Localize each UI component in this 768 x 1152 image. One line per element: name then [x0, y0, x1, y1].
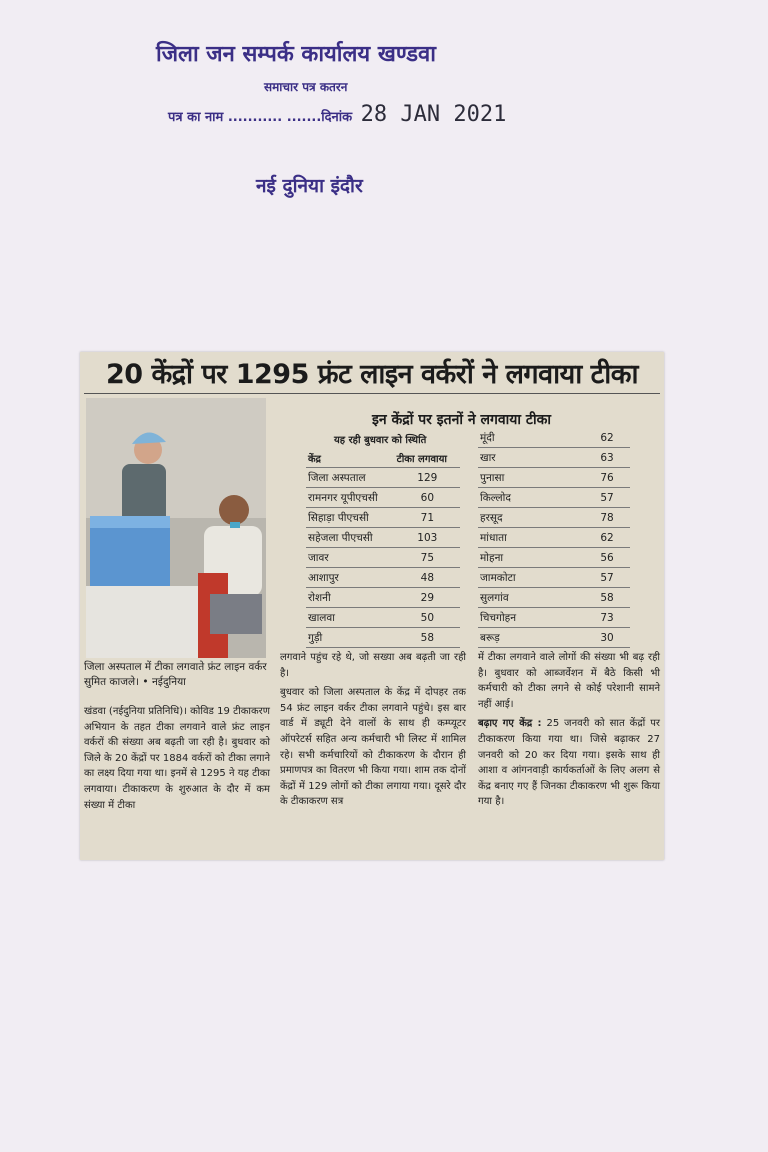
vaccinated-count: 58	[395, 628, 460, 648]
photo-caption: जिला अस्पताल में टीका लगवाते फ्रंट लाइन वर्कर सुमित काजले। • नईदुनिया	[84, 661, 267, 688]
table-row	[478, 448, 630, 468]
stamp-paper-name: नई दुनिया इंदौर	[256, 175, 363, 197]
table-row	[478, 588, 630, 608]
centers-table-right	[478, 428, 630, 648]
table-row	[478, 428, 630, 448]
center-name: रामनगर यूपीएचसी	[306, 488, 395, 508]
table-row	[306, 588, 460, 608]
headline-rule	[84, 393, 660, 394]
center-name: पुनासा	[478, 468, 584, 488]
stamp-subtitle: समाचार पत्र कतरन	[264, 80, 348, 94]
table-row	[306, 508, 460, 528]
centers-table-left	[306, 448, 460, 648]
article-column-3	[478, 650, 660, 814]
table-row	[478, 488, 630, 508]
vaccinated-count: 57	[584, 488, 630, 508]
column-1-text: खंडवा (नईदुनिया प्रतिनिधि)। कोविड 19 टीकाकरण अभियान के तहत टीका लगवाने वाले फ्रंट लाइन वर्करों की संख्या अब बढ़ती जा रही है। बुधवार को जिले के 20 केंद्रों पर 1884 वर्करों को टीका लगाने का लक्ष्य दिया गया था। इनमें से 1295 ने यह टीका लगवाया। टीकाकरण के शुरुआत के दौर में कम संख्या में टीका	[84, 706, 270, 811]
center-name: चिचगोहन	[478, 608, 584, 628]
stamp-paper-label: पत्र का नाम ........... .......दिनांक	[168, 110, 353, 125]
table-subtitle: यह रही बुधवार को स्थिति	[334, 435, 427, 446]
center-name: खालवा	[306, 608, 395, 628]
vaccinated-count: 50	[395, 608, 460, 628]
office-stamp-title: जिला जन सम्पर्क कार्यालय खण्डवा	[156, 42, 436, 67]
newspaper-clipping	[80, 352, 664, 860]
center-name: जिला अस्पताल	[306, 468, 395, 488]
vaccinated-count: 129	[395, 468, 460, 488]
stamp-paper-line	[168, 102, 506, 127]
column-3-paragraph-2-text: 25 जनवरी को सात केंद्रों पर टीकाकरण किया गया था। जिसे बढ़ाकर 27 जनवरी को 20 कर दिया गया। इसके साथ ही आशा व आंगनवाड़ी कार्यकर्ताओं के लिए अलग से केंद्र बनाए गए हैं जिनका टीकाकरण भी शुरू किया गया है।	[478, 718, 660, 808]
table-row	[306, 488, 460, 508]
header-count: टीका लगवाया	[395, 448, 460, 468]
center-name: किल्लोद	[478, 488, 584, 508]
table-row	[306, 628, 460, 648]
vaccinated-count: 30	[584, 628, 630, 648]
column-3-paragraph-2	[478, 716, 660, 810]
vaccinated-count: 57	[584, 568, 630, 588]
vaccinated-count: 62	[584, 428, 630, 448]
center-name: बरूड़	[478, 628, 584, 648]
center-name: रोशनी	[306, 588, 395, 608]
column-2-paragraph-1: लगवाने पहुंच रहे थे, जो सख्या अब बढ़ती जा रही है।	[280, 652, 466, 679]
center-name: हरसूद	[478, 508, 584, 528]
table-row	[478, 568, 630, 588]
table-header-row	[306, 448, 460, 468]
column-3-subheading: बढ़ाए गए केंद्र :	[478, 718, 542, 730]
table-row	[306, 568, 460, 588]
vaccinated-count: 78	[584, 508, 630, 528]
vaccinated-count: 56	[584, 548, 630, 568]
center-name: गुड़ी	[306, 628, 395, 648]
article-column-1	[84, 704, 270, 817]
center-name: मांधाता	[478, 528, 584, 548]
vaccinated-count: 60	[395, 488, 460, 508]
center-name: मोहना	[478, 548, 584, 568]
column-3-paragraph-1: में टीका लगवाने वाले लोगों की संख्या भी बढ़ रही है। बुधवार को आब्जर्वेशन में बैठे किसी भी कर्मचारी को टीका लगने से कोई परेशानी सामने नहीं आई।	[478, 652, 660, 710]
center-name: खार	[478, 448, 584, 468]
vaccinated-count: 71	[395, 508, 460, 528]
table-row	[478, 508, 630, 528]
vaccinated-count: 63	[584, 448, 630, 468]
column-2-paragraph-2: बुधवार को जिला अस्पताल के केंद्र में दोपहर तक 54 फ्रंट लाइन वर्कर टीका लगवाने पहुंचे। इस बार वार्ड में ड्यूटी देने वालों के साथ ही कम्प्यूटर ऑपरेटर्स सहित अन्य कर्मचारी भी लिस्ट में शामिल रहे। सभी कर्मचारियों को टीकाकरण के दौरान ही प्रमाणपत्र का वितरण भी किया गया। शाम तक दोनों केंद्रों में 129 लोगों को टीका लगाया गया। दूसरे दौर के टीकाकरण सत्र	[280, 687, 466, 808]
vaccinated-count: 29	[395, 588, 460, 608]
vaccinated-count: 75	[395, 548, 460, 568]
center-name: सहेजला पीएचसी	[306, 528, 395, 548]
header-center: केंद्र	[306, 448, 395, 468]
center-name: सुलगांव	[478, 588, 584, 608]
table-row	[478, 528, 630, 548]
table-row	[478, 628, 630, 648]
center-name: मूंदी	[478, 428, 584, 448]
center-name: सिहाड़ा पीएचसी	[306, 508, 395, 528]
table-row	[306, 548, 460, 568]
article-headline: 20 केंद्रों पर 1295 फ्रंट लाइन वर्करों ने लगवाया टीका	[106, 359, 638, 390]
table-row	[478, 608, 630, 628]
stamp-date: 28 JAN 2021	[360, 102, 507, 127]
table-row	[306, 608, 460, 628]
article-column-2	[280, 650, 466, 814]
table-row	[306, 468, 460, 488]
center-name: आशापुर	[306, 568, 395, 588]
table-row	[478, 548, 630, 568]
vaccinated-count: 62	[584, 528, 630, 548]
vaccinated-count: 48	[395, 568, 460, 588]
table-title: इन केंद्रों पर इतनों ने लगवाया टीका	[372, 412, 551, 428]
vaccinated-count: 76	[584, 468, 630, 488]
table-row	[478, 468, 630, 488]
vaccination-photo	[86, 398, 266, 658]
vaccinated-count: 103	[395, 528, 460, 548]
center-name: जामकोटा	[478, 568, 584, 588]
vaccinated-count: 58	[584, 588, 630, 608]
table-row	[306, 528, 460, 548]
vaccinated-count: 73	[584, 608, 630, 628]
center-name: जावर	[306, 548, 395, 568]
